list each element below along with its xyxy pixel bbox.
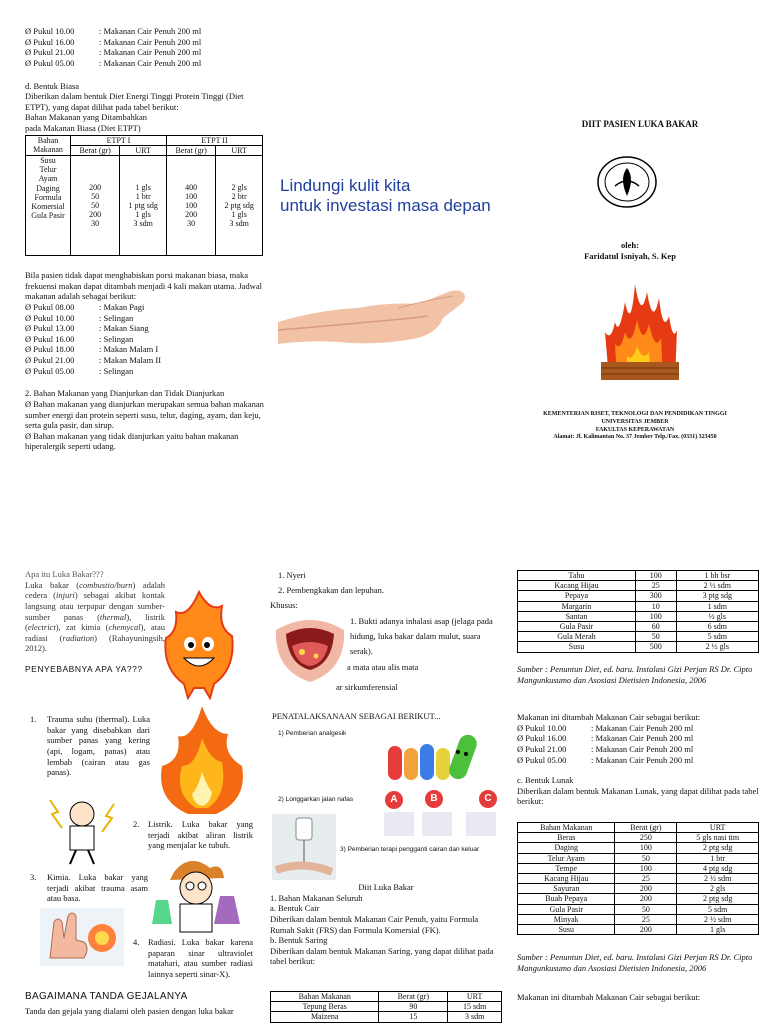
cair-intro: Makanan ini ditambah Makanan Cair sebagai berikut: (517, 712, 701, 722)
table-cell: 50 (615, 904, 677, 914)
radiation-hand-illustration (40, 908, 124, 966)
table-row (518, 581, 759, 591)
schedule-time: Ø Pukul 21.00 (25, 355, 75, 365)
cause-radiation-text: Radiasi. Luka bakar karena paparan sinar ultraviolet matahari, atau sumber radiasi lainnya seperti sinar-X). (148, 937, 253, 979)
schedule-row (517, 723, 761, 734)
section2-b: Ø Bahan makanan yang tidak dianjurkan yaitu bahan makanan hiperalergik seperti udang. (25, 430, 239, 452)
table-cell: 15 (379, 1012, 448, 1022)
def-text: ), listrik ( (25, 611, 165, 633)
inst-address: Alamat: Jl. Kalimantan No. 37 Jember Telp./Fax. (0331) 323450 (553, 434, 717, 441)
table-cell: Gula Pasir (518, 904, 615, 914)
table-cell: 2 ptg sdg (677, 894, 759, 904)
cause-heading: PENYEBABNYA APA YA??? (25, 664, 143, 674)
schedule-time: Ø Pukul 05.00 (25, 57, 75, 68)
table-header-cell: Bahan Makanan (271, 992, 379, 1002)
etpt-berat1: 200 50 50 200 30 (71, 156, 120, 256)
cause-item-4 (133, 937, 253, 980)
cause-chemical-text: Kimia. Luka bakar yang terjadi akibat trauma asam atau basa. (47, 872, 148, 904)
schedule-time: Ø Pukul 05.00 (517, 754, 567, 765)
schedule-row (25, 37, 265, 48)
table-row (518, 853, 759, 863)
table-cell: 6 sdm (676, 621, 758, 631)
table-cell: Beras (518, 833, 615, 843)
table-cell: Sayuran (518, 884, 615, 894)
schedule-row (25, 344, 265, 355)
table-header-cell: Berat (gr) (379, 992, 448, 1002)
table-cell: 200 (615, 924, 677, 934)
schedule-time: Ø Pukul 13.00 (25, 323, 75, 334)
slogan-line2: untuk investasi masa depan (280, 195, 491, 215)
penatalaksanaan-heading: PENATALAKSANAAN SEBAGAI BERIKUT... (272, 711, 441, 721)
etpt-berat2: 400 100 100 200 30 (166, 156, 215, 256)
th-bahan: Bahan Makanan (26, 135, 71, 155)
table-cell: 300 (635, 591, 676, 601)
schedule-row (25, 366, 265, 377)
by-label: oleh: (621, 240, 639, 250)
table-cell: 1 gls (677, 924, 759, 934)
def-text: ), zat kimia ( (55, 622, 109, 633)
table-cell: 15 sdm (448, 1002, 502, 1012)
burn-definition (25, 580, 165, 654)
burned-mouth-illustration (272, 610, 348, 692)
inst-faculty: FAKULTAS KEPERAWATAN (595, 426, 675, 433)
table-cell: 50 (615, 853, 677, 863)
table-cell: Telur Ayam (518, 853, 615, 863)
section2-a: Ø Bahan makanan yang dianjurkan merupakan semua bahan makanan sumber energi dan protein seperti susu, telur, daging, ayam, dan keju, serta gula pasir, dan sirup. (25, 398, 264, 431)
def-term: injuri (55, 590, 75, 601)
table-cell: 60 (635, 621, 676, 631)
table-cell: 1 sdm (676, 601, 758, 611)
cause-number: 3. (30, 872, 37, 882)
lunak-text: Diberikan dalam bentuk Makanan Lunak, yang dapat dilihat pada tabel berikut: (517, 785, 759, 807)
diit-a: a. Bentuk Cair (270, 903, 320, 914)
table-cell: Minyak (518, 914, 615, 924)
schedule-text: : Makanan Cair Penuh 200 ml (99, 57, 202, 68)
flame-mascot-illustration (160, 588, 238, 700)
table-cell: 200 (615, 884, 677, 894)
def-term: chemycal (108, 622, 141, 633)
table-row (518, 601, 759, 611)
table-row (271, 1012, 502, 1022)
table-cell: Buah Pepaya (518, 894, 615, 904)
cair-schedule-list-2 (517, 723, 761, 766)
diit-heading: Diit Luka Bakar (358, 882, 414, 892)
table-cell: 2 ½ sdm (676, 581, 758, 591)
etpt-items: Susu Telur Ayam Daging Formula Komersial Gula Pasir (26, 156, 71, 256)
section-d-heading: d. Bentuk Biasa (25, 80, 80, 91)
khusus-label: Khusus: (270, 600, 298, 610)
table-row (518, 884, 759, 894)
table-cell: 3 sdm (448, 1012, 502, 1022)
table-row (518, 611, 759, 621)
table-cell: Susu (518, 924, 615, 934)
table-row (518, 642, 759, 652)
def-text: Luka bakar ( (25, 579, 80, 590)
table-cell: 2 ½ sdm (677, 914, 759, 924)
table-cell: 2 ½ sdm (677, 873, 759, 883)
big-flame-illustration (152, 704, 252, 816)
table-cell: 50 (635, 632, 676, 642)
cover-author-block (560, 240, 700, 261)
schedule-text: : Selingan (99, 312, 134, 323)
diit-a-text: Diberikan dalam bentuk Makanan Cair Penuh, yaitu Formula Rumah Sakit (FRS) dan Formula Komersial (FK). (270, 913, 479, 935)
table-cell: Tempe (518, 863, 615, 873)
table-cell: Kacang Hijau (518, 581, 636, 591)
schedule-time: Ø Pukul 18.00 (25, 344, 75, 355)
def-text: ) (Rahayuningsih, 2012). (25, 632, 165, 654)
def-text: ) adalah cedera ( (25, 579, 166, 601)
lunak-heading: c. Bentuk Lunak (517, 775, 574, 786)
etpt-urt1: 1 gls 1 btr 1 ptg sdg 1 gls 3 sdm (120, 156, 167, 256)
section-d-text2: Bahan Makanan yang Ditambahkan (25, 112, 148, 123)
table-cell: 10 (635, 601, 676, 611)
def-term: radiation (62, 632, 95, 643)
treatment-3: 3) Pemberian terapi pengganti cairan dan keluar (340, 846, 480, 853)
capsules-illustration (380, 726, 500, 786)
table-row (518, 904, 759, 914)
saring-continued-table (517, 570, 759, 653)
cause-electric-text: Listrik. Luka bakar yang terjadi akibat aliran listrik yang menjalar ke tubuh. (148, 819, 253, 851)
table-cell: 2 ½ gls (676, 642, 758, 652)
iv-infusion-illustration (272, 814, 336, 880)
khusus-1: 1. Bukti adanya inhalasi asap (jelaga pada hidung, luka bakar dalam mulut, suara serak). (350, 616, 493, 656)
schedule-text: : Makan Malam I (99, 344, 159, 355)
diit-b-text: Diberikan dalam bentuk Makanan Saring, yang dapat dilihat pada tabel berikut: (270, 945, 494, 967)
table-cell: Tahu (518, 571, 636, 581)
table-cell: 100 (635, 611, 676, 621)
source-note-1: Sumber : Penuntun Diet, ed. baru. Instalasi Gizi Perjan RS Dr. Cipto Mangunkusumo dan Asosiasi Dietisien Indonesia, 2006 (517, 664, 753, 685)
def-term: combustio/burn (79, 579, 133, 590)
electric-shock-illustration (40, 796, 124, 866)
table-cell: Susu (518, 642, 636, 652)
cause-thermal-text: Trauma suhu (thermal). Luka bakar yang disebabkan dari sumber panas yang kering (api, logam, panas) atau lembab (cairan atau gas panas). (47, 714, 150, 778)
br-cair-block (517, 712, 761, 807)
table-row (518, 571, 759, 581)
table-cell: 4 ptg sdg (677, 863, 759, 873)
table-cell: Margarin (518, 601, 636, 611)
table-row (518, 914, 759, 924)
source-note-2: Sumber : Penuntun Diet, ed. baru. Instalasi Gizi Perjan RS Dr. Cipto Mangunkusumo dan Asosiasi Dietisien Indonesia, 2006 (517, 952, 753, 973)
table-row (271, 1002, 502, 1012)
table-cell: 25 (635, 581, 676, 591)
table-cell: 3 ptg sdg (676, 591, 758, 601)
table-cell: 200 (615, 894, 677, 904)
cair-schedule-list (25, 26, 265, 69)
table-cell: 90 (379, 1002, 448, 1012)
def-term: thermal (99, 611, 127, 622)
schedule-row (25, 58, 265, 69)
cause-item-2 (133, 819, 253, 851)
schedule-text: : Makanan Cair Penuh 200 ml (591, 733, 694, 744)
schedule-time: Ø Pukul 05.00 (25, 365, 75, 376)
schedule-text: : Makanan Cair Penuh 200 ml (99, 47, 202, 58)
schedule-time: Ø Pukul 21.00 (517, 743, 567, 754)
table-row (518, 873, 759, 883)
schedule-time: Ø Pukul 10.00 (517, 722, 567, 733)
schedule-row (517, 733, 761, 744)
top-left-panel (25, 26, 265, 452)
schedule-text: : Makanan Cair Penuh 200 ml (99, 26, 202, 36)
schedule-time: Ø Pukul 21.00 (25, 47, 75, 58)
schedule-text: : Makanan Cair Penuh 200 ml (591, 743, 694, 754)
schedule-time: Ø Pukul 16.00 (25, 333, 75, 344)
inst-university: UNIVERSITAS JEMBER (601, 418, 669, 425)
schedule-text: : Makanan Cair Penuh 200 ml (99, 36, 202, 47)
symptom-2: 2. Pembengkakan dan lepuhan. (278, 585, 384, 595)
schedule-text: : Makanan Cair Penuh 200 ml (591, 754, 694, 765)
schedule-text: : Selingan (99, 365, 134, 376)
th-etpt1: ETPT I (71, 135, 167, 145)
schedule-text: : Makan Siang (99, 323, 149, 334)
section2-heading: 2. Bahan Makanan yang Dianjurkan dan Tidak Dianjurkan (25, 388, 225, 399)
def-text: ), atau radiasi ( (25, 622, 165, 643)
schedule-text: : Makan Pagi (99, 301, 145, 312)
inst-ministry: KEMENTERIAN RISET, TEKNOLOGI DAN PENDIDIKAN TINGGI (543, 411, 727, 417)
def-text: ) sebagai akibat kontak langsung atau terpapar dengan sumber-sumber panas ( (25, 590, 165, 622)
cupped-hands-illustration (278, 282, 478, 352)
fire-illustration (597, 272, 683, 384)
schedule-text: : Makanan Cair Penuh 200 ml (591, 722, 694, 733)
lunak-table (517, 822, 759, 935)
table-cell: 100 (635, 571, 676, 581)
table-cell: 500 (635, 642, 676, 652)
table-header-cell: URT (677, 823, 759, 833)
etpt-table (25, 135, 263, 256)
schedule-time: Ø Pukul 16.00 (517, 733, 567, 744)
saring-table (270, 991, 502, 1023)
th-urt1: URT (120, 145, 167, 155)
table-cell: Gula Merah (518, 632, 636, 642)
schedule-row (25, 302, 265, 313)
treatment-1: 1) Pemberian analgesik (278, 730, 347, 737)
etpt-urt2: 2 gls 2 btr 2 ptg sdg 1 gls 3 sdm (216, 156, 263, 256)
diit-1: 1. Bahan Makanan Seluruh (270, 892, 363, 903)
cause-item-1 (30, 714, 150, 778)
schedule-time: Ø Pukul 10.00 (25, 312, 75, 323)
meal-schedule-list (25, 302, 265, 376)
table-row (518, 863, 759, 873)
symptom-1: 1. Nyeri (278, 570, 306, 580)
table-cell: 5 sdm (677, 904, 759, 914)
table-row (518, 591, 759, 601)
table-cell: 5 sdm (676, 632, 758, 642)
khusus-2: a mata atau alis mata (347, 662, 419, 672)
schedule-time: Ø Pukul 10.00 (25, 26, 75, 36)
table-cell: 25 (615, 914, 677, 924)
treatment-2: 2) Longgarkan jalan nafas (278, 796, 354, 803)
table-cell: 250 (615, 833, 677, 843)
signs-heading: BAGAIMANA TANDA GEJALANYA (25, 991, 188, 1002)
table-cell: Pepaya (518, 591, 636, 601)
cause-item-3 (30, 872, 148, 904)
table-row (518, 632, 759, 642)
schedule-text: : Makan Malam II (99, 355, 162, 365)
schedule-row (517, 755, 761, 766)
table-cell: 1 bh bsr (676, 571, 758, 581)
khusus-3: ar sirkumferensial (336, 682, 398, 692)
table-cell: 2 ptg sdg (677, 843, 759, 853)
table-cell: Daging (518, 843, 615, 853)
th-urt2: URT (216, 145, 263, 155)
university-logo (597, 156, 657, 208)
table-header-cell: URT (448, 992, 502, 1002)
table-cell: Kacang Hijau (518, 873, 615, 883)
cair-intro-2: Makanan ini ditambah Makanan Cair sebagai berikut: (517, 992, 701, 1002)
table-cell: 25 (615, 873, 677, 883)
chemistry-scientist-illustration (150, 852, 246, 934)
table-row (518, 843, 759, 853)
table-header-cell: Bahan Makanan (518, 823, 615, 833)
cause-number: 4. (133, 937, 140, 947)
schedule-time: Ø Pukul 16.00 (25, 36, 75, 47)
cause-number: 2. (133, 819, 140, 829)
diit-section (270, 882, 502, 967)
schedule-row (25, 355, 265, 366)
schedule-row (25, 26, 265, 37)
schedule-row (25, 334, 265, 345)
table-cell: 1 btr (677, 853, 759, 863)
table-cell: 5 gls nasi tim (677, 833, 759, 843)
schedule-row (25, 47, 265, 58)
table-cell: ½ gls (676, 611, 758, 621)
table-cell: Tepung Beras (271, 1002, 379, 1012)
schedule-time: Ø Pukul 08.00 (25, 301, 75, 312)
table-row (518, 924, 759, 934)
schedule-row (25, 313, 265, 324)
para-biasa: Bila pasien tidak dapat menghabiskan porsi makanan biasa, maka frekuensi makan dapat ditambah menjadi 4 kali makan utama. Jadwal makanan adalah sebagai berikut: (25, 270, 262, 302)
th-berat2: Berat (gr) (166, 145, 215, 155)
section-d-text3: pada Makanan Biasa (Diet ETPT) (25, 123, 141, 133)
cause-number: 1. (30, 714, 37, 724)
table-cell: 100 (615, 863, 677, 873)
table-cell: Gula Pasir (518, 621, 636, 631)
diit-b: b. Bentuk Saring (270, 935, 328, 946)
th-berat1: Berat (gr) (71, 145, 120, 155)
question-heading: Apa itu Luka Bakar??? (25, 569, 104, 579)
signs-text: Tanda dan gejala yang dialami oleh pasien dengan luka bakar (25, 1006, 234, 1016)
cover-title: DIIT PASIEN LUKA BAKAR (581, 119, 699, 129)
institution-block (520, 411, 750, 442)
table-cell: 2 gls (677, 884, 759, 894)
abc-label-b: B (430, 793, 438, 804)
table-header-cell: Berat (gr) (615, 823, 677, 833)
schedule-row (517, 744, 761, 755)
table-cell: Santan (518, 611, 636, 621)
section-d-text: Diberikan dalam bentuk Diet Energi Tinggi Protein Tinggi (Diet ETPT), yang dapat dilihat pada tabel berikut: (25, 91, 244, 112)
abc-label-c: C (484, 793, 492, 804)
table-cell: Maizena (271, 1012, 379, 1022)
abc-label-a: A (390, 794, 398, 805)
table-row (518, 894, 759, 904)
table-cell: 100 (615, 843, 677, 853)
slogan-line1: Lindungi kulit kita (280, 176, 411, 195)
slogan (280, 176, 491, 215)
def-term: electrict (27, 622, 56, 633)
schedule-text: : Selingan (99, 333, 134, 344)
schedule-row (25, 323, 265, 334)
author-name: Faridatul Isniyah, S. Kep (584, 250, 676, 261)
table-row (518, 833, 759, 843)
th-etpt2: ETPT II (166, 135, 262, 145)
table-row (518, 621, 759, 631)
